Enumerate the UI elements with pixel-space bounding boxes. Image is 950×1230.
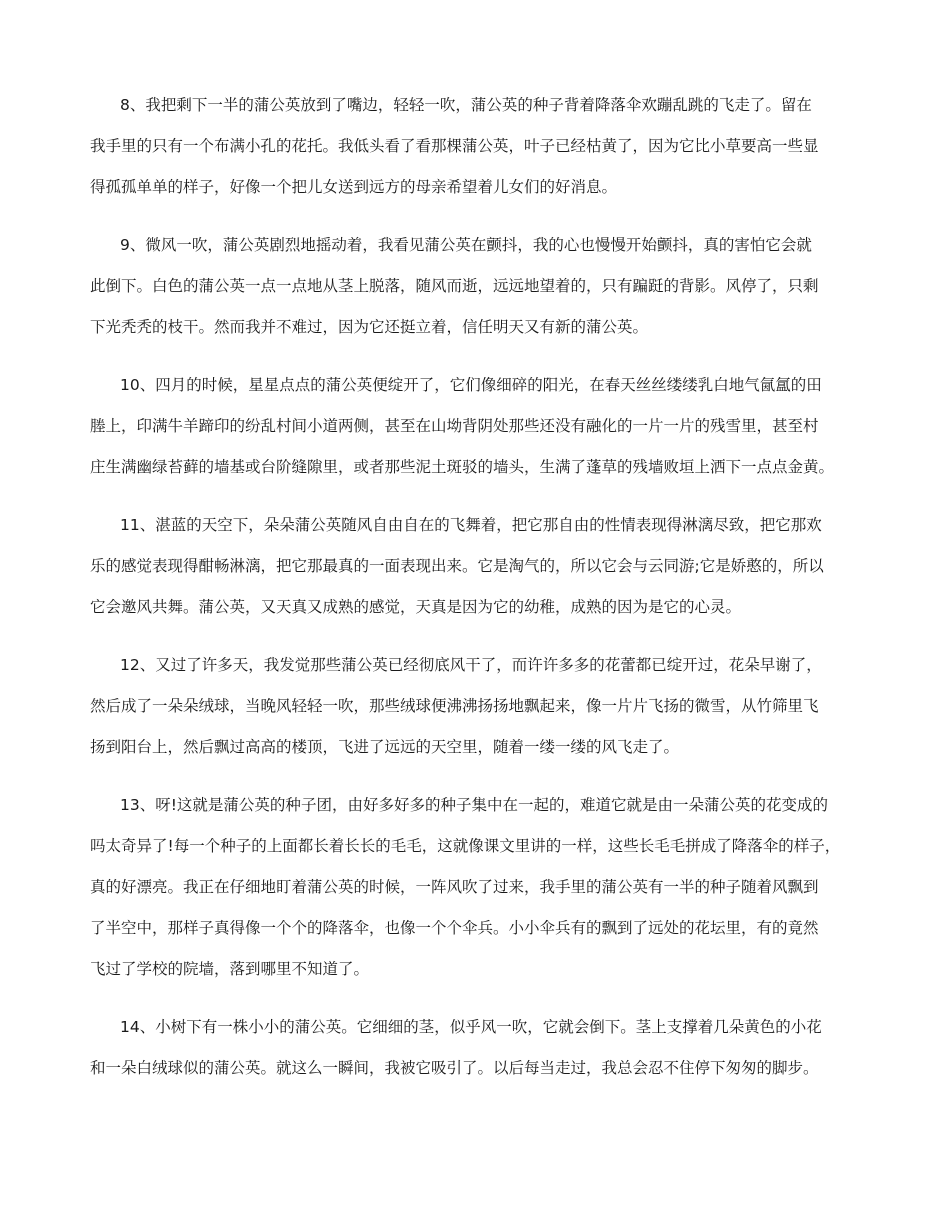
paragraph-9-line-2: 此倒下。白色的蒲公英一点一点地从茎上脱落，随风而逝，远远地望着的，只有蹁跹的背影。风停了，只剩 (90, 277, 819, 295)
paragraph-14-line-2: 和一朵白绒球似的蒲公英。就这么一瞬间，我被它吸引了。以后每当走过，我总会忍不住停下匆匆的脚步。 (90, 1059, 819, 1077)
paragraph-10-line-3: 庄生满幽绿苔藓的墙基或台阶缝隙里，或者那些泥土斑驳的墙头，生满了蓬草的残墙败垣上洒下一点点金黄。 (90, 458, 835, 476)
paragraph-12-line-2: 然后成了一朵朵绒球，当晚风轻轻一吹，那些绒球便沸沸扬扬地飘起来，像一片片飞扬的微雪，从竹筛里飞 (90, 697, 819, 715)
paragraph-11-line-3: 它会邀风共舞。蒲公英，又天真又成熟的感觉，天真是因为它的幼稚，成熟的因为是它的心灵。 (90, 598, 742, 616)
paragraph-11-line-2: 乐的感觉表现得酣畅淋漓，把它那最真的一面表现出来。它是淘气的，所以它会与云同游;它是娇憨的，所以 (90, 557, 824, 575)
paragraph-8-line-3: 得孤孤单单的样子，好像一个把儿女送到远方的母亲希望着儿女们的好消息。 (90, 178, 618, 196)
paragraph-9-line-3: 下光秃秃的枝干。然而我并不难过，因为它还挺立着，信任明天又有新的蒲公英。 (90, 318, 649, 336)
paragraph-13-line-2: 吗太奇异了!每一个种子的上面都长着长长的毛毛，这就像课文里讲的一样，这些长毛毛拼成了降落伞的样子， (90, 837, 841, 855)
paragraph-11-line-1: 11、湛蓝的天空下，朵朵蒲公英随风自由自在的飞舞着，把它那自由的性情表现得淋漓尽致，把它那欢 (120, 516, 822, 534)
paragraph-8-line-1: 8、我把剩下一半的蒲公英放到了嘴边，轻轻一吹，蒲公英的种子背着降落伞欢蹦乱跳的飞走了。留在 (120, 96, 812, 114)
paragraph-8-line-2: 我手里的只有一个布满小孔的花托。我低头看了看那棵蒲公英，叶子已经枯黄了，因为它比小草要高一些显 (90, 137, 819, 155)
paragraph-10-line-2: 塍上，印满牛羊蹄印的纷乱村间小道两侧，甚至在山坳背阴处那些还没有融化的一片一片的残雪里，甚至村 (90, 417, 819, 435)
paragraph-12-line-3: 扬到阳台上，然后飘过高高的楼顶，飞进了远远的天空里，随着一缕一缕的风飞走了。 (90, 738, 680, 756)
paragraph-13-line-1: 13、呀!这就是蒲公英的种子团，由好多好多的种子集中在一起的，难道它就是由一朵蒲公英的花变成的 (120, 796, 828, 814)
paragraph-13-line-5: 飞过了学校的院墙，落到哪里不知道了。 (90, 960, 370, 978)
paragraph-12-line-1: 12、又过了许多天，我发觉那些蒲公英已经彻底风干了，而许许多多的花蕾都已绽开过，花朵早谢了， (120, 656, 822, 674)
paragraph-14-line-1: 14、小树下有一株小小的蒲公英。它细细的茎，似乎风一吹，它就会倒下。茎上支撑着几朵黄色的小花 (120, 1018, 822, 1036)
paragraph-10-line-1: 10、四月的时候，星星点点的蒲公英便绽开了，它们像细碎的阳光，在春天丝丝缕缕乳白地气氤氲的田 (120, 376, 822, 394)
paragraph-13-line-3: 真的好漂亮。我正在仔细地盯着蒲公英的时候，一阵风吹了过来，我手里的蒲公英有一半的种子随着风飘到 (90, 878, 819, 896)
paragraph-9-line-1: 9、微风一吹，蒲公英剧烈地摇动着，我看见蒲公英在颤抖，我的心也慢慢开始颤抖，真的害怕它会就 (120, 236, 812, 254)
paragraph-13-line-4: 了半空中，那样子真得像一个个的降落伞，也像一个个伞兵。小小伞兵有的飘到了远处的花坛里，有的竟然 (90, 919, 819, 937)
